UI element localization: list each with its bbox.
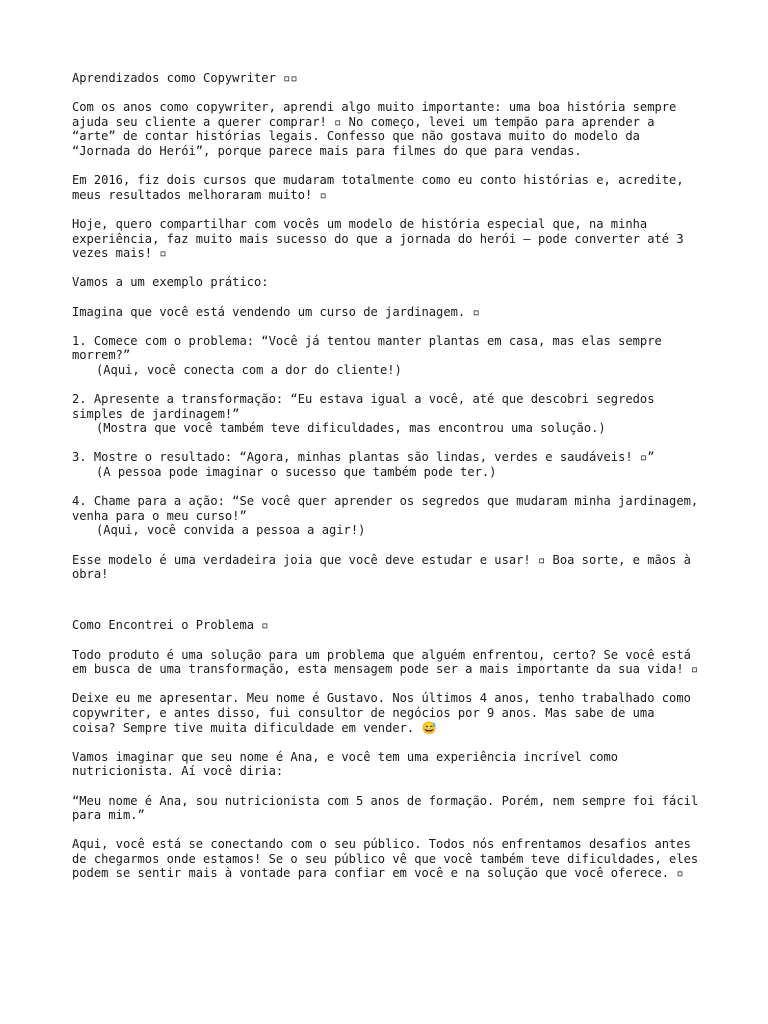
step-note: (A pessoa pode imaginar o sucesso que também pode ter.) [96,465,497,480]
closing-paragraph: Esse modelo é uma verdadeira joia que você deve estudar e usar! ▫ Boa sorte, e mãos à obra! [72,552,699,582]
paragraph: Vamos imaginar que seu nome é Ana, e você tem uma experiência incrível como nutricionista. Aí você diria: [72,749,626,779]
step-text: 1. Comece com o problema: “Você já tentou manter plantas em casa, mas elas sempre morrem?” [72,333,670,363]
step-text: 4. Chame para a ação: “Se você quer aprender os segredos que mudaram minha jardinagem, venha para o meu curso!” [72,494,706,523]
paragraph: Deixe eu me apresentar. Meu nome é Gustavo. Nos últimos 4 anos, tenho trabalhado como copywriter, e antes disso, fui consultor de negócios por 9 anos. Mas sabe de uma coisa? Sempre tive muita dificuldade em vender. 😅 [72,691,699,735]
step-item [72,392,702,436]
step-text: 2. Apresente a transformação: “Eu estava igual a você, até que descobri segredos simples de jardinagem!” [72,392,662,421]
paragraph: Em 2016, fiz dois cursos que mudaram totalmente como eu conto histórias e, acredite, meus resultados melhoraram muito! ▫ [72,173,691,202]
step-note: (Mostra que você também teve dificuldades, mas encontrou uma solução.) [96,421,606,436]
section-title-aprendizados: Aprendizados como Copywriter ▫▫ [72,71,298,85]
paragraph: Vamos a um exemplo prático: [72,275,269,290]
section-divider [72,596,702,618]
paragraph: “Meu nome é Ana, sou nutricionista com 5 anos de formação. Porém, nem sempre foi fácil para mim.” [72,793,706,823]
document-page [72,71,706,896]
paragraph: Aqui, você está se conectando com o seu público. Todos nós enfrentamos desafios antes de chegarmos onde estamos! Se o seu público vê que você também teve dificuldades, eles podem se sentir mais à vontade para confiar em você e na solução que você oferece. ▫ [72,837,706,881]
paragraph: Imagina que você está vendendo um curso de jardinagem. ▫ [72,304,480,319]
section-title-problema: Como Encontrei o Problema ▫ [72,618,269,633]
step-item [72,334,702,378]
step-item [72,450,702,479]
step-text: 3. Mostre o resultado: “Agora, minhas plantas são lindas, verdes e saudáveis! ▫” [72,450,655,465]
paragraph: Com os anos como copywriter, aprendi algo muito importante: uma boa história sempre ajuda seu cliente a querer comprar! ▫ No começo, levei um tempão para aprender a “arte” de contar histórias legais. Confesso que não gostava muito do modelo da “Jornada do Herói”, porque parece mais para filmes do que para vendas. [72,100,684,158]
step-note: (Aqui, você convida a pessoa a agir!) [96,523,366,538]
step-item [72,494,706,538]
paragraph: Todo produto é uma solução para um problema que alguém enfrentou, certo? Se você está em busca de uma transformação, esta mensagem pode ser a mais importante da sua vida! ▫ [72,647,699,677]
paragraph: Hoje, quero compartilhar com vocês um modelo de história especial que, na minha experiência, faz muito mais sucesso do que a jornada do herói – pode converter até 3 vezes mais! ▫ [72,216,691,261]
step-note: (Aqui, você conecta com a dor do cliente!) [96,362,402,377]
